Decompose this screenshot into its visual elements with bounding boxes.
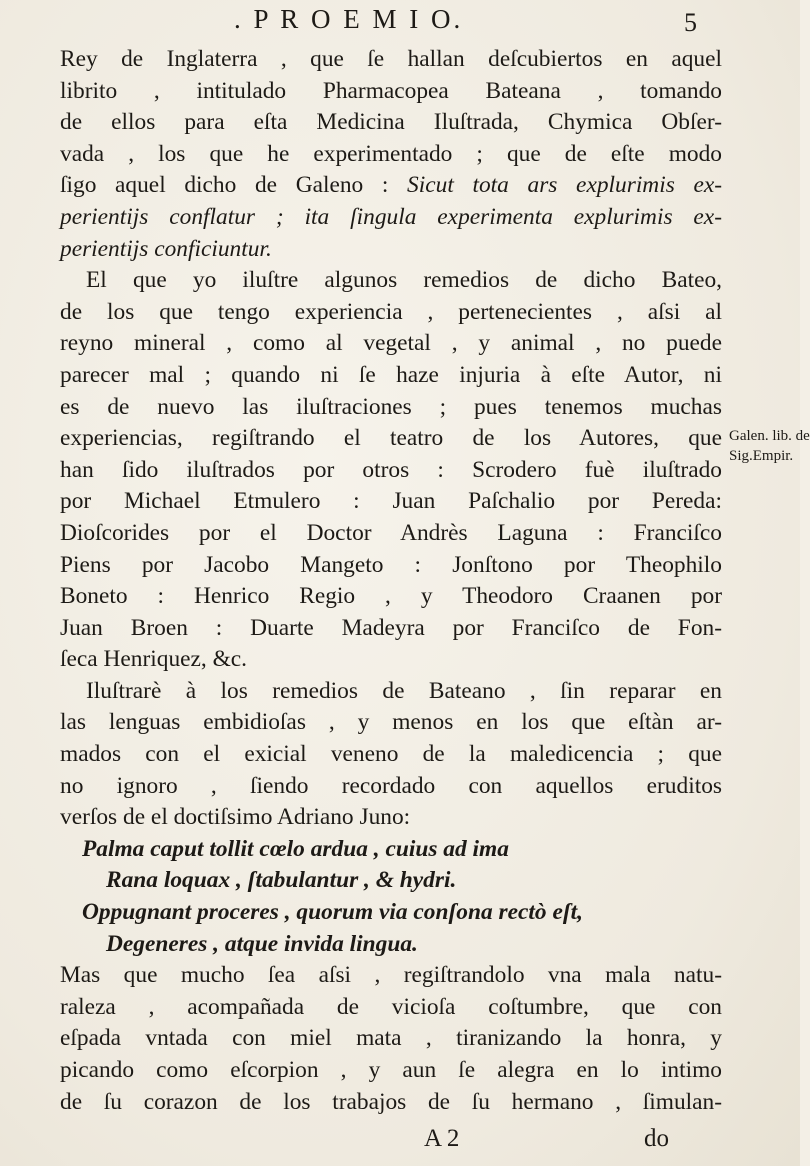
text-line: han ſido iluſtrados por otros : Scrodero fuè iluſtrado bbox=[60, 456, 722, 483]
text-line: reyno mineral , como al vegetal , y animal , no puede bbox=[60, 330, 722, 357]
text-segment: perientijs conflatur ; bbox=[60, 203, 305, 230]
verse-line: Degeneres , atque invida lingua. bbox=[106, 930, 418, 957]
margin-note-line: Sig.Empir. bbox=[729, 448, 794, 464]
text-line: Dioſcorides por el Doctor Andrès Laguna : Franciſco bbox=[60, 519, 722, 546]
text-line bbox=[60, 202, 722, 234]
text-line: experiencias, regiſtrando el teatro de los Autores, que bbox=[60, 425, 722, 452]
signature-mark: A 2 bbox=[424, 1125, 460, 1152]
text-line: ſeca Henriquez, &c. bbox=[60, 646, 248, 673]
text-line: eſpada vntada con miel mata , tiranizando la honra, y bbox=[60, 1025, 722, 1052]
text-line: las lenguas embidioſas , y menos en los que eſtàn ar- bbox=[60, 709, 722, 736]
text-line: parecer mal ; quando ni ſe haze injuria à eſte Autor, ni bbox=[60, 361, 722, 388]
body-text bbox=[60, 44, 722, 1118]
text-line: Piens por Jacobo Mangeto : Jonſtono por Theophilo bbox=[60, 551, 722, 578]
verse-line: Rana loquax , ſtabulantur , & hydri. bbox=[106, 867, 457, 894]
text-line: Iluſtrarè à los remedios de Bateano , ſin reparar en bbox=[86, 677, 722, 704]
page-number: 5 bbox=[684, 8, 697, 37]
text-line: perientijs conficiuntur. bbox=[60, 235, 272, 262]
latin-quote: ita ſingula experimenta explurimis ex- bbox=[304, 203, 722, 230]
text-line: Boneto : Henrico Regio , y Theodoro Craanen por bbox=[60, 583, 722, 610]
text-line: Juan Broen : Duarte Madeyra por Franciſco de Fon- bbox=[60, 614, 722, 641]
running-head: . P R O E M I O. bbox=[234, 4, 464, 34]
text-line: librito , intitulado Pharmacopea Bateana , tomando bbox=[60, 77, 722, 104]
text-line: de los que tengo experiencia , pertenecientes , aſsi al bbox=[60, 298, 722, 325]
verse-line: Oppugnant proceres , quorum via conſona rectò eſt, bbox=[82, 899, 583, 926]
text-line: Rey de Inglaterra , que ſe hallan deſcubiertos en aquel bbox=[60, 46, 722, 72]
text-line: verſos de el doctiſsimo Adriano Juno: bbox=[60, 804, 411, 831]
text-segment: ſigo aquel dicho de Galeno : bbox=[60, 172, 408, 199]
text-line: vada , los que he experimentado ; que de eſte modo bbox=[60, 140, 722, 167]
text-line bbox=[60, 170, 722, 202]
margin-note bbox=[729, 426, 810, 466]
catchword: do bbox=[644, 1125, 669, 1152]
text-line: raleza , acompañada de vicioſa coſtumbre, que con bbox=[60, 993, 722, 1020]
text-line: no ignoro , ſiendo recordado con aquellos eruditos bbox=[60, 772, 722, 799]
text-line: de ellos para eſta Medicina Iluſtrada, Chymica Obſer- bbox=[60, 109, 722, 136]
text-line: mados con el exicial veneno de la maledicencia ; que bbox=[60, 741, 722, 768]
margin-note-line: Galen. lib. de bbox=[729, 428, 810, 444]
verse-line: Palma caput tollit cœlo ardua , cuius ad ima bbox=[82, 835, 509, 862]
text-line: Mas que mucho ſea aſsi , regiſtrandolo vna mala natu- bbox=[60, 962, 722, 989]
text-line: por Michael Etmulero : Juan Paſchalio por Pereda: bbox=[60, 488, 722, 515]
text-line: picando como eſcorpion , y aun ſe alegra en lo intimo bbox=[60, 1057, 722, 1083]
latin-quote: Sicut tota ars explurimis ex- bbox=[407, 172, 723, 199]
text-line: El que yo iluſtre algunos remedios de dicho Bateo, bbox=[86, 267, 722, 294]
text-line: es de nuevo las iluſtraciones ; pues tenemos muchas bbox=[60, 393, 722, 420]
text-line: de ſu corazon de los trabajos de ſu hermano , ſimulan- bbox=[60, 1088, 722, 1115]
